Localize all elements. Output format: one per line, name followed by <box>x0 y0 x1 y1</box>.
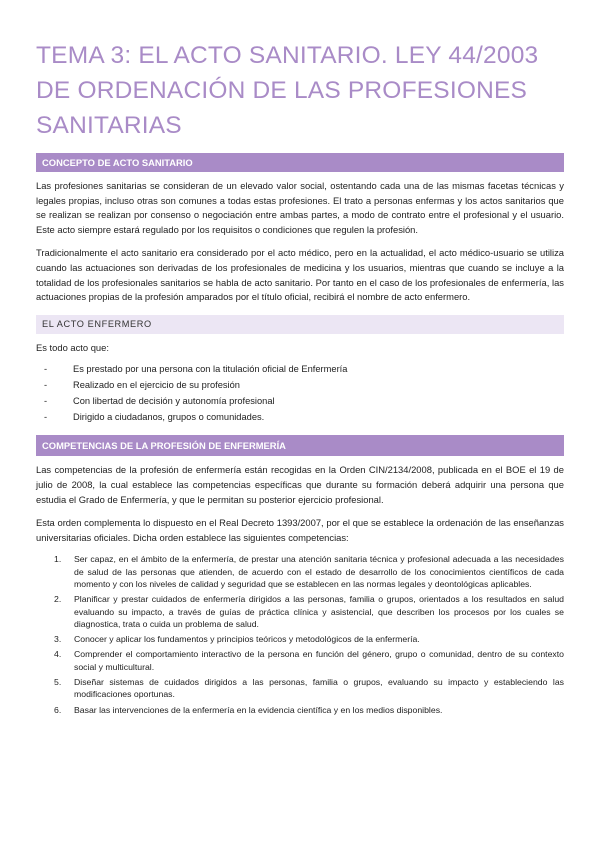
section-heading-concepto: CONCEPTO DE ACTO SANITARIO <box>36 153 564 172</box>
section-heading-competencias: COMPETENCIAS DE LA PROFESIÓN DE ENFERMERÍA <box>36 435 564 456</box>
list-item <box>36 553 564 590</box>
list-number: 4. <box>54 649 62 660</box>
list-number: 1. <box>54 554 62 565</box>
subsection-heading-acto-enfermero: EL ACTO ENFERMERO <box>36 315 564 334</box>
list-number: 5. <box>54 676 62 687</box>
list-item-text: Comprender el comportamiento interactivo de la persona en función del género, grupo o comunidad, dentro de su contexto social y multicultural. <box>74 649 564 672</box>
list-item <box>36 593 564 630</box>
list-item-text: Dirigido a ciudadanos, grupos o comunidades. <box>73 412 265 423</box>
dash-bullet: - <box>44 396 48 407</box>
list-item <box>36 633 564 645</box>
list-number: 2. <box>54 594 62 605</box>
list-item-text: Planificar y prestar cuidados de enfermería dirigidos a las personas, familia o grupos, orientados a los resultados en salud evaluando su impacto, a través de guías de práctica clínica y asistencial, que describen los procesos por los cuales se diagnostica, trata o cuida un problema de salud. <box>74 594 564 629</box>
list-item <box>36 361 564 377</box>
acto-enfermero-list <box>36 361 564 425</box>
list-item-text: Basar las intervenciones de la enfermería en la evidencia científica y en los medios disponibles. <box>74 704 443 715</box>
list-item-text: Con libertad de decisión y autonomía profesional <box>73 396 275 407</box>
paragraph: Las competencias de la profesión de enfermería están recogidas en la Orden CIN/2134/2008, publicada en el BOE el 19 de julio de 2008, la cual establece las competencias específicas que durante su formación deberá adquirir una persona que estudia el Grado de Enfermería, y que le permitan su posterior ejercicio profesional. <box>36 464 564 505</box>
dash-bullet: - <box>44 412 48 423</box>
list-number: 6. <box>54 704 62 715</box>
list-item <box>36 377 564 393</box>
paragraph: Es todo acto que: <box>36 341 109 353</box>
competencias-list <box>36 553 564 716</box>
list-number: 3. <box>54 634 62 645</box>
page-title: TEMA 3: EL ACTO SANITARIO. LEY 44/2003 DE ORDENACIÓN DE LAS PROFESIONES SANITARIAS <box>36 42 539 139</box>
paragraph: Tradicionalmente el acto sanitario era considerado por el acto médico, pero en la actualidad, el acto médico-usuario se utiliza cuando las actuaciones son derivadas de los profesionales de medicina y los usuarios, mientras que cuando se incluye a la totalidad de los profesionales sanitarios se habla de acto sanitario. Por tanto en el caso de los profesionales de enfermería, las actuaciones propias de la profesión amparados por el título oficial, recibirá el nombre de acto enfermero. <box>36 247 564 303</box>
paragraph: Las profesiones sanitarias se consideran de un elevado valor social, ostentando cada una de las mismas facetas técnicas y legales propias, incluso otras son comunes a todas estas profesiones. El trato a personas enfermas y los actos sanitarios que se realizan se realizan por consenso o negociación entre ambas partes, a modo de contrato entre el profesional y el usuario. Este acto siempre estará regulado por los requisitos o condiciones que regulen la profesión. <box>36 180 564 235</box>
list-item <box>36 704 564 716</box>
list-item-text: Ser capaz, en el ámbito de la enfermería, de prestar una atención sanitaria técnica y profesional adecuada a las necesidades de salud de las personas que atienden, de acuerdo con el estado de desarrollo de los conocimientos científicos de cada momento y con los niveles de calidad y seguridad que se establecen en las normas legales y deontológicas aplicables. <box>74 554 564 589</box>
paragraph: Esta orden complementa lo dispuesto en el Real Decreto 1393/2007, por el que se establece la ordenación de las enseñanzas universitarias oficiales. Dicha orden establece las siguientes competencias: <box>36 517 564 543</box>
list-item-text: Conocer y aplicar los fundamentos y principios teóricos y metodológicos de la enfermería. <box>74 634 420 645</box>
dash-bullet: - <box>44 380 48 391</box>
list-item <box>36 393 564 409</box>
list-item-text: Es prestado por una persona con la titulación oficial de Enfermería <box>73 364 348 375</box>
list-item <box>36 676 564 701</box>
list-item <box>36 648 564 673</box>
list-item-text: Realizado en el ejercicio de su profesión <box>73 380 240 391</box>
list-item <box>36 409 564 425</box>
dash-bullet: - <box>44 364 48 375</box>
list-item-text: Diseñar sistemas de cuidados dirigidos a las personas, familia o grupos, evaluando su impacto y estableciendo las modificaciones oportunas. <box>74 676 564 700</box>
